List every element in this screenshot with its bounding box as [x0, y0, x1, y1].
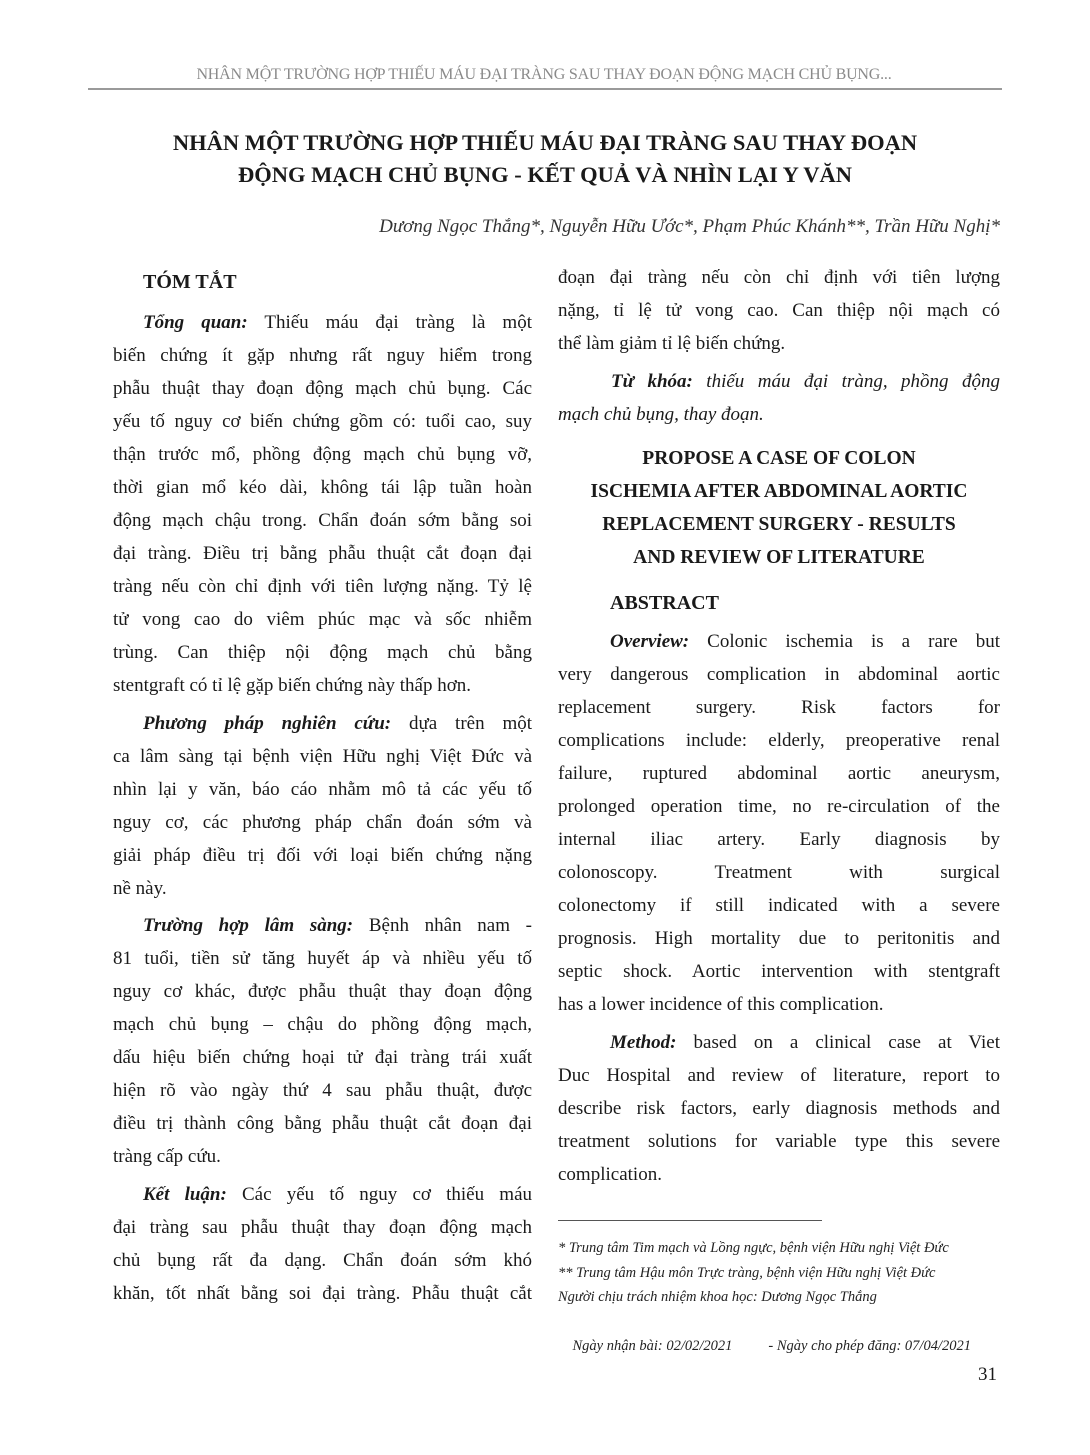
line-text: prolonged operation time, no re-circulation of the [558, 796, 1000, 817]
text-line [113, 504, 532, 537]
line-text: based on a clinical case at Viet [676, 1032, 1000, 1053]
footnote-dates [558, 1310, 971, 1384]
text-line [113, 471, 532, 504]
paragraph-lead: Kết luận: [143, 1183, 227, 1205]
line-text: Thiếu máu đại tràng là một [247, 312, 532, 333]
line-text: septic shock. Aortic intervention with stentgraft [558, 961, 1000, 982]
authors: Dương Ngọc Thắng*, Nguyễn Hữu Ước*, Phạm Phúc Khánh**, Trần Hữu Nghị* [379, 216, 1000, 237]
text-line [558, 757, 1000, 790]
text-line [558, 823, 1000, 856]
line-text: giải pháp điều trị đối với loại biến chứng nặng [113, 844, 532, 866]
english-title [558, 442, 1000, 574]
paragraph-lead: Tổng quan: [143, 312, 248, 333]
received-date: Ngày nhận bài: 02/02/2021 [572, 1338, 733, 1354]
line-text: has a lower incidence of this complication. [558, 994, 884, 1015]
text-line [558, 988, 1000, 1021]
text-line [113, 872, 532, 905]
line-text: Duc Hospital and review of literature, report to [558, 1065, 1000, 1086]
text-line [113, 438, 532, 471]
abstract-heading-vi: TÓM TẮT [143, 271, 237, 293]
line-text: Các yếu tố nguy cơ thiếu máu [226, 1183, 533, 1205]
paragraph [558, 625, 1000, 1021]
line-text: colonoscopy. Treatment with surgical [558, 862, 1000, 883]
line-text: trùng. Can thiệp nội động mạch chủ bằng [113, 642, 532, 663]
text-line [558, 1026, 1000, 1059]
line-text: khăn, tốt nhất bằng soi đại tràng. Phẫu thuật cắt [113, 1282, 532, 1304]
line-text: complications include: elderly, preoperative renal [558, 730, 1000, 751]
line-text: very dangerous complication in abdominal aortic [558, 664, 1000, 685]
text-line [113, 1107, 532, 1140]
text-line [113, 975, 532, 1008]
line-text: describe risk factors, early diagnosis methods and [558, 1098, 1000, 1119]
line-text: phẫu thuật thay đoạn động mạch chủ bụng. Các [113, 378, 532, 399]
paragraph [113, 707, 532, 905]
text-line [558, 327, 1000, 360]
text-line [113, 1041, 532, 1074]
footnote-affiliation-2: ** Trung tâm Hậu môn Trực tràng, bệnh viện Hữu nghị Việt Đức [558, 1264, 936, 1281]
text-line [558, 889, 1000, 922]
text-line [558, 856, 1000, 889]
text-line [113, 306, 532, 339]
text-line [558, 1092, 1000, 1125]
text-line [558, 398, 1000, 431]
accepted-date: - Ngày cho phép đăng: 07/04/2021 [768, 1338, 971, 1354]
text-line [558, 1158, 1000, 1191]
line-text: đại tràng. Điều trị bằng phẫu thuật cắt đoạn đại [113, 543, 532, 564]
header-rule [88, 88, 1002, 90]
text-line [558, 922, 1000, 955]
line-text: ca lâm sàng tại bệnh viện Hữu nghị Việt Đức và [113, 745, 532, 767]
line-text: mạch chủ bụng, thay đoạn. [558, 404, 764, 425]
line-text: thời gian mổ kéo dài, không tái lập tuần hoàn [113, 477, 532, 498]
paragraph [113, 306, 532, 702]
text-line [558, 955, 1000, 988]
right-column [558, 261, 1000, 1191]
line-text: thiếu máu đại tràng, phồng động [692, 371, 1000, 392]
text-line [113, 339, 532, 372]
text-line [113, 839, 532, 872]
line-text: 81 tuổi, tiền sử tăng huyết áp và nhiều yếu tố [113, 948, 532, 969]
line-text: đại tràng sau phẫu thuật thay đoạn động mạch [113, 1216, 532, 1238]
article-title-line-2: ĐỘNG MẠCH CHỦ BỤNG - KẾT QUẢ VÀ NHÌN LẠI Y VĂN [238, 162, 852, 187]
line-text: thận trước mổ, phồng động mạch chủ bụng vỡ, [113, 444, 532, 465]
line-text: tử vong cao do viêm phúc mạc và sốc nhiễm [113, 609, 532, 630]
text-line [113, 740, 532, 773]
text-line [113, 1140, 532, 1173]
line-text: nhìn lại y văn, báo cáo nhằm mô tả các yếu tố [113, 778, 532, 800]
line-text: mạch chủ bụng – chậu do phồng động mạch, [113, 1014, 532, 1035]
footnote-responsible: Người chịu trách nhiệm khoa học: Dương Ngọc Thắng [558, 1289, 877, 1305]
paragraph-lead: Method: [610, 1032, 677, 1053]
line-text: tràng nếu còn chỉ định với tiên lượng nặng. Tỷ lệ [113, 576, 532, 597]
text-line [558, 261, 1000, 294]
text-line [113, 1178, 532, 1211]
page-number: 31 [978, 1364, 997, 1385]
paragraph [113, 909, 532, 1173]
line-text: biến chứng ít gặp nhưng rất nguy hiểm trong [113, 345, 532, 366]
line-text: chủ bụng rất đa dạng. Chẩn đoán sớm khó [113, 1249, 532, 1271]
text-line [558, 724, 1000, 757]
text-line [113, 1277, 532, 1310]
line-text: stentgraft có tỉ lệ gặp biến chứng này thấp hơn. [113, 675, 472, 696]
footnote-affiliation-1: * Trung tâm Tim mạch và Lồng ngực, bệnh viện Hữu nghị Việt Đức [558, 1240, 949, 1256]
text-line [113, 1074, 532, 1107]
text-line [113, 909, 532, 942]
line-text: failure, ruptured abdominal aortic aneurysm, [558, 763, 1000, 784]
line-text: dấu hiệu biến chứng hoại tử đại tràng trái xuất [113, 1047, 532, 1068]
english-title-line: ISCHEMIA AFTER ABDOMINAL AORTIC [590, 481, 968, 502]
paragraph [558, 261, 1000, 360]
text-line [558, 365, 1000, 398]
english-title-line: PROPOSE A CASE OF COLON [642, 448, 916, 469]
line-text: động mạch chậu trong. Chẩn đoán sớm bằng soi [113, 510, 532, 531]
running-header: NHÂN MỘT TRƯỜNG HỢP THIẾU MÁU ĐẠI TRÀNG SAU THAY ĐOẠN ĐỘNG MẠCH CHỦ BỤNG... [196, 66, 892, 83]
line-text: hiện rõ vào ngày thứ 4 sau phẫu thuật, được [113, 1080, 532, 1101]
text-line [113, 570, 532, 603]
text-line [113, 1244, 532, 1277]
paragraph-lead: Phương pháp nghiên cứu: [143, 712, 392, 734]
text-line [113, 372, 532, 405]
paragraph [558, 365, 1000, 431]
article-title-line-1: NHÂN MỘT TRƯỜNG HỢP THIẾU MÁU ĐẠI TRÀNG SAU THAY ĐOẠN [172, 130, 918, 155]
text-line [113, 806, 532, 839]
english-title-line: AND REVIEW OF LITERATURE [633, 547, 925, 568]
line-text: Bệnh nhân nam - [353, 915, 532, 936]
paragraph-lead: Từ khóa: [611, 371, 693, 392]
line-text: yếu tố nguy cơ biến chứng gồm có: tuổi cao, suy [113, 411, 532, 432]
text-line [113, 1008, 532, 1041]
line-text: replacement surgery. Risk factors for [558, 697, 1000, 718]
text-line [113, 1211, 532, 1244]
text-line [558, 691, 1000, 724]
line-text: nguy cơ khác, được phẫu thuật thay đoạn động [113, 981, 532, 1002]
left-column [113, 266, 532, 1310]
line-text: colonectomy if still indicated with a severe [558, 895, 1000, 916]
line-text: điều trị thành công bằng phẫu thuật cắt đoạn đại [113, 1113, 532, 1134]
line-text: tràng cấp cứu. [113, 1146, 221, 1167]
line-text: nguy cơ, các phương pháp chẩn đoán sớm và [113, 811, 532, 833]
line-text: đoạn đại tràng nếu còn chỉ định với tiên lượng [558, 267, 1000, 288]
text-line [558, 1059, 1000, 1092]
text-line [113, 669, 532, 702]
text-line [113, 537, 532, 570]
footnote-rule [558, 1220, 822, 1221]
text-line [113, 773, 532, 806]
paragraph [113, 1178, 532, 1310]
text-line [558, 658, 1000, 691]
footnotes [558, 1236, 971, 1383]
line-text: nặng, tỉ lệ tử vong cao. Can thiệp nội mạch có [558, 300, 1000, 321]
text-line [558, 625, 1000, 658]
line-text: nề này. [113, 877, 167, 899]
abstract-heading-en: ABSTRACT [610, 592, 719, 614]
english-title-line: REPLACEMENT SURGERY - RESULTS [602, 514, 956, 535]
line-text: treatment solutions for variable type this severe [558, 1131, 1000, 1152]
paragraph [558, 1026, 1000, 1191]
line-text: prognosis. High mortality due to peritonitis and [558, 928, 1000, 949]
text-line [558, 1125, 1000, 1158]
text-line [558, 294, 1000, 327]
line-text: complication. [558, 1164, 662, 1185]
text-line [113, 942, 532, 975]
text-line [113, 603, 532, 636]
text-line [113, 636, 532, 669]
paragraph-lead: Trường hợp lâm sàng: [143, 915, 354, 936]
text-line [558, 790, 1000, 823]
text-line [113, 707, 532, 740]
line-text: dựa trên một [391, 712, 532, 734]
text-line [113, 405, 532, 438]
line-text: Colonic ischemia is a rare but [689, 631, 1000, 652]
line-text: internal iliac artery. Early diagnosis by [558, 829, 1000, 850]
paragraph-lead: Overview: [610, 631, 690, 652]
line-text: thể làm giảm tỉ lệ biến chứng. [558, 333, 786, 354]
